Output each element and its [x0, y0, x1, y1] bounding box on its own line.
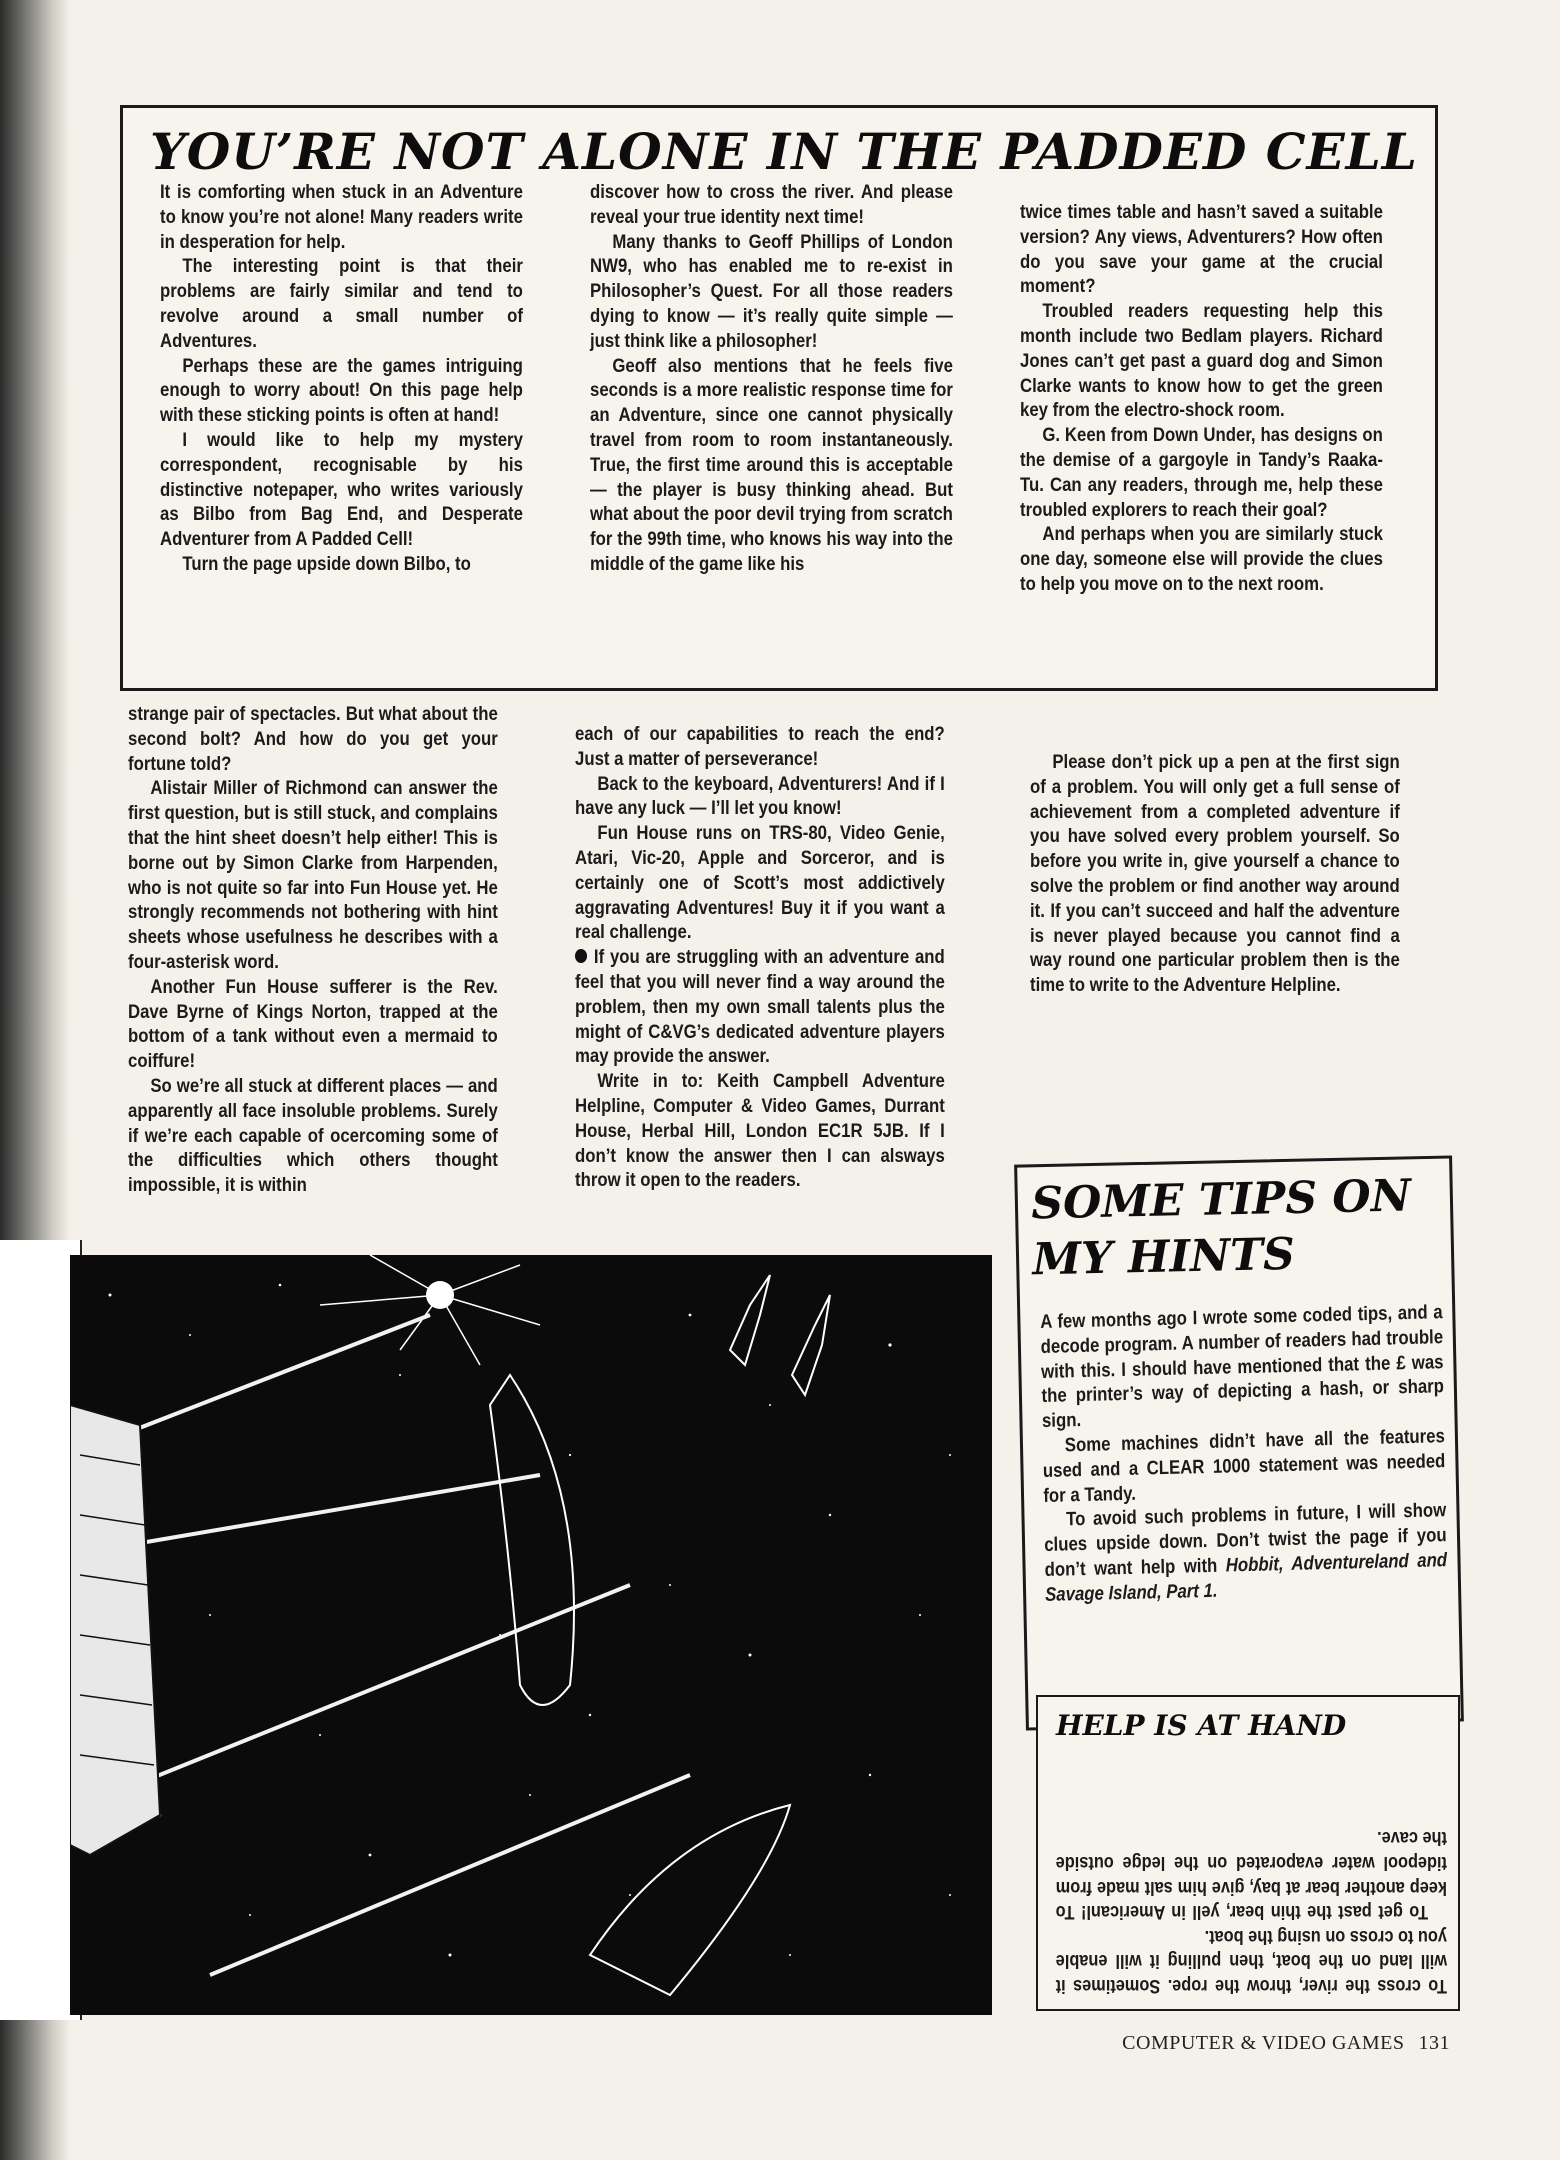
paragraph: discover how to cross the river. And please reveal your true identity next time!	[590, 181, 953, 228]
paragraph: Fun House runs on TRS-80, Video Genie, Atari, Vic-20, Apple and Sorceror, and is certainly one of Scott’s most addictively aggravating Adventures! Buy it if you want a real challenge.	[575, 822, 945, 944]
paragraph: Back to the keyboard, Adventurers! And if I have any luck — I’ll let you know!	[575, 772, 945, 820]
tips-body	[1040, 1300, 1448, 1607]
paragraph: Some machines didn’t have all the features used and a CLEAR 1000 statement was needed for a Tandy.	[1042, 1425, 1446, 1507]
paragraph: strange pair of spectacles. But what about the second bolt? And how do you get your fortune told?	[128, 703, 498, 775]
paragraph: It is comforting when stuck in an Adventure to know you’re not alone! Many readers write in desperation for help.	[160, 181, 523, 253]
space-battle-drawing	[70, 1255, 992, 2015]
paragraph: Perhaps these are the games intriguing enough to worry about! On this page help with these sticking points is often at hand!	[160, 354, 523, 427]
help-heading: HELP IS AT HAND	[1056, 1709, 1347, 1742]
paragraph: Many thanks to Geoff Phillips of London NW9, who has enabled me to re-exist in Philosopher’s Quest. For all those readers dying to know — it’s really quite simple — just think like a philosopher!	[590, 230, 953, 352]
paragraph: Another Fun House sufferer is the Rev. Dave Byrne of Kings Norton, trapped at the bottom of a tank without even a mermaid to coiffure!	[128, 975, 498, 1073]
top-column-1	[160, 180, 523, 577]
paragraph: Turn the page upside down Bilbo, to	[182, 552, 471, 575]
paragraph: So we’re all stuck at different places — and apparently all face insoluble problems. Surely if we’re each capable of ocercoming some of the difficulties which others thought impossible, it is within	[128, 1074, 498, 1197]
tips-heading	[1031, 1168, 1454, 1307]
paragraph: G. Keen from Down Under, has designs on the demise of a gargoyle in Tandy’s Raaka-Tu. Can any readers, through me, help these troubled explorers to reach their goal?	[1020, 424, 1383, 521]
mid-column-right	[1030, 750, 1400, 998]
paragraph: each of our capabilities to reach the end? Just a matter of perseverance!	[575, 723, 945, 770]
paragraph	[1044, 1499, 1448, 1608]
mid-column-left	[128, 702, 498, 1198]
paragraph: twice times table and hasn’t saved a suitable version? Any views, Adventurers? How often do you save your game at the crucial moment?	[1020, 201, 1383, 298]
page-number: 131	[1418, 2032, 1450, 2054]
paragraph: I would like to help my mystery correspondent, recognisable by his distinctive notepaper, who writes variously as Bilbo from Bag End, and Desperate Adventurer from A Padded Cell!	[160, 428, 523, 551]
top-column-2	[590, 180, 953, 577]
upside-down-clues	[1056, 1752, 1447, 1997]
page-footer	[1000, 2032, 1450, 2062]
paragraph-bulleted	[575, 945, 945, 1069]
paragraph: Write in to: Keith Campbell Adventure Helpline, Computer & Video Games, Durrant House, Herbal Hill, London EC1R 5JB. If I don’t know the answer then I can alsways throw it open to the readers.	[575, 1070, 945, 1192]
paragraph: A few months ago I wrote some coded tips, and a decode program. A number of readers had trouble with this. I should have mentioned that the £ was the printer’s way of depicting a hash, or sharp sign.	[1040, 1301, 1445, 1433]
paragraph: The interesting point is that their problems are fairly similar and tend to revolve around a small number of Adventures.	[160, 255, 523, 352]
space-illustration	[70, 1255, 992, 2015]
paragraph: Troubled readers requesting help this month include two Bedlam players. Richard Jones can’t get past a guard dog and Simon Clarke wants to know how to get the green key from the electro-shock room.	[1020, 300, 1383, 422]
article-headline: YOU’RE NOT ALONE IN THE PADDED CELL	[150, 122, 1418, 181]
tips-heading-line2: MY HINTS	[1031, 1228, 1296, 1286]
clue-paragraph: To get past the thin bear, yell in Americanl! To keep another bear at bay, give him salt made from tidepool water evaporated on the ledge outside the cave.	[1055, 1827, 1447, 1923]
bullet-icon	[575, 949, 587, 963]
clue-paragraph: To cross the river, throw the rope. Sometimes it will land on the boat, then pulling it will enable you to cross on using the boat.	[1055, 1925, 1447, 1996]
magazine-name: COMPUTER & VIDEO GAMES	[1122, 2032, 1405, 2054]
top-column-3	[1020, 200, 1383, 597]
paragraph: And perhaps when you are similarly stuck one day, someone else will provide the clues to help you move on to the next room.	[1020, 523, 1383, 595]
paragraph: Geoff also mentions that he feels five seconds is a more realistic response time for an Adventure, since one cannot physically travel from room to room instantaneously. True, the first time around this is acceptable — the player is busy thinking ahead. But what about the poor devil trying from scratch for the 99th time, who knows his way into the middle of the game like his	[590, 354, 953, 575]
paragraph: Please don’t pick up a pen at the first sign of a problem. You will only get a full sense of achievement from a completed adventure if you have solved every problem yourself. So before you write in, give yourself a chance to solve the problem or find another way around it. If you can’t succeed and half the adventure is never played because you cannot find a way round one particular problem then is the time to write to the Adventure Helpline.	[1030, 751, 1400, 997]
tips-heading-line1: SOME TIPS ON	[1030, 1170, 1412, 1230]
paragraph: Alistair Miller of Richmond can answer the first question, but is still stuck, and complains that the hint sheet doesn’t help either! This is borne out by Simon Clarke from Harpenden, who is not quite so far into Fun House yet. He strongly recommends not bothering with hint sheets whose usefulness he describes with a four-asterisk word.	[128, 777, 498, 973]
bullet-text: If you are struggling with an adventure and feel that you will never find a way around the problem, then my own small talents plus the might of C&VG’s dedicated adventure players may provide the answer.	[575, 946, 945, 1068]
mid-column-center	[575, 722, 945, 1193]
paragraph-text: To avoid such problems in future, I will show clues upside down. Don’t twist the page if you don’t want help with	[1044, 1499, 1447, 1581]
game-titles: Hobbit, Adventureland and Savage Island, Part 1.	[1044, 1549, 1448, 1606]
